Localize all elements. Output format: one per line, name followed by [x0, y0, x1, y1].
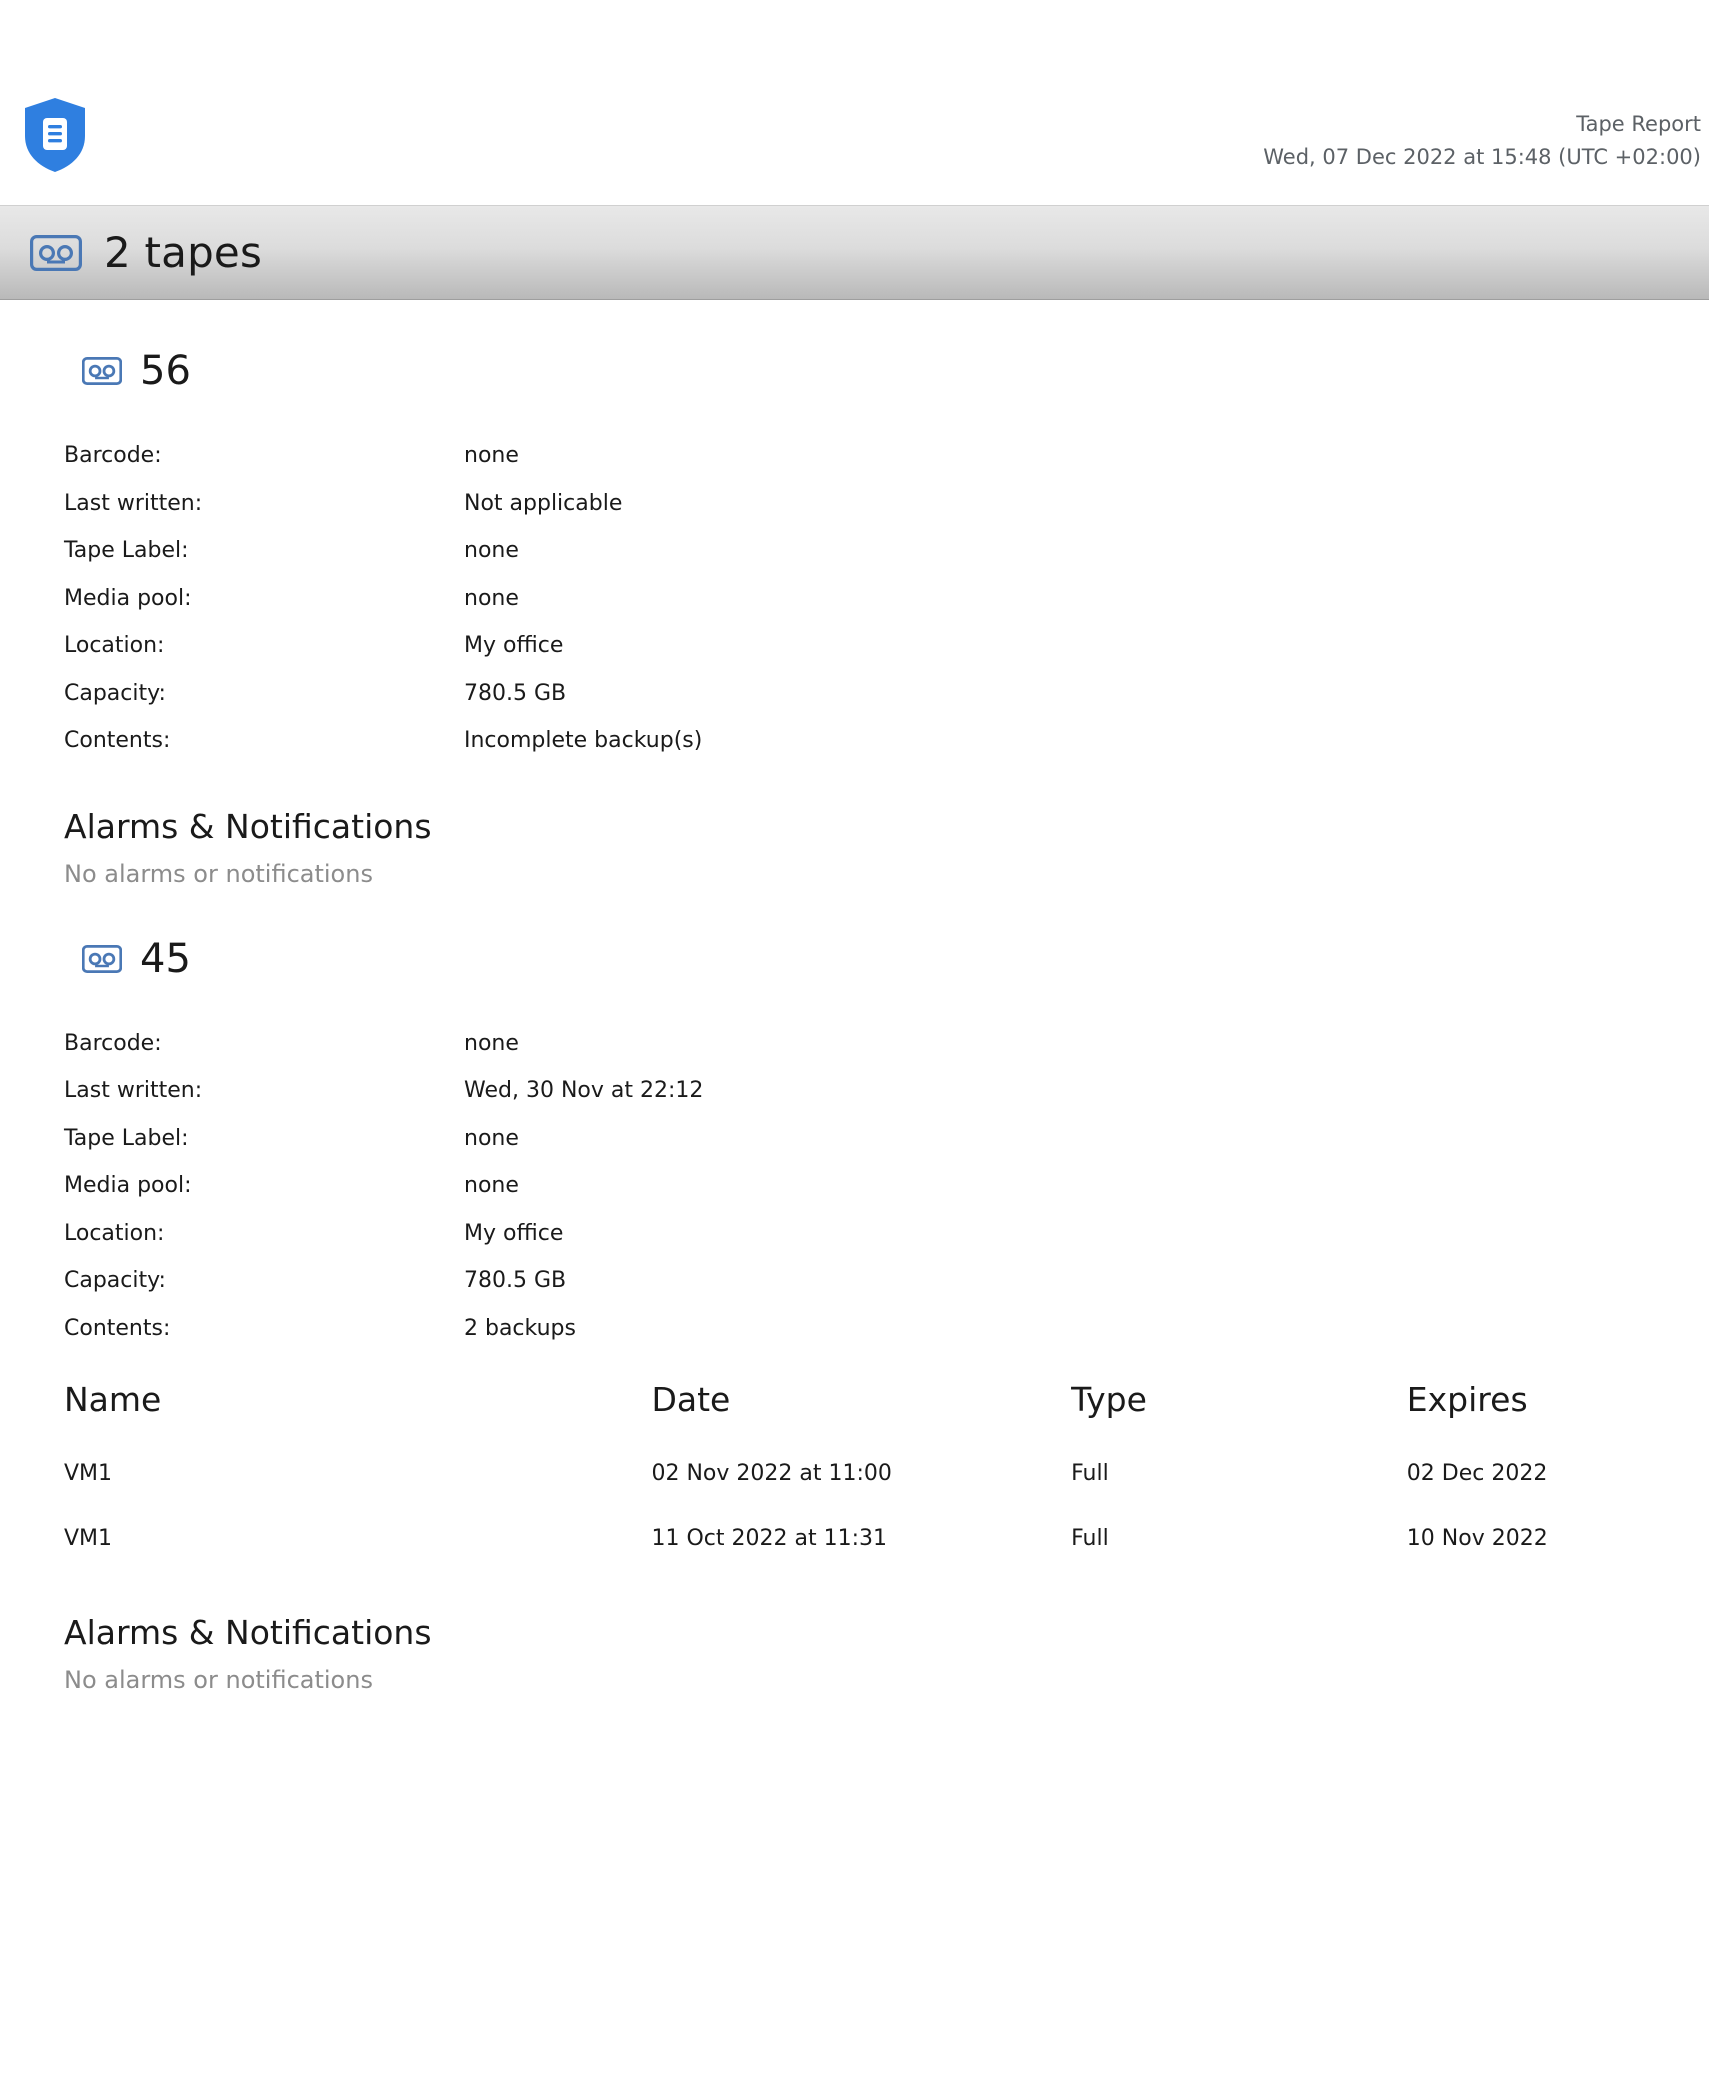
backup-type: Full	[1071, 1526, 1109, 1551]
property-label: Media pool:	[64, 1173, 192, 1198]
alarms-empty-text: No alarms or notifications	[64, 1666, 373, 1694]
backup-date: 11 Oct 2022 at 11:31	[651, 1526, 887, 1551]
property-label: Barcode:	[64, 443, 162, 468]
tape-icon	[30, 235, 82, 271]
property-label: Tape Label:	[64, 1125, 189, 1151]
alarms-empty-text: No alarms or notifications	[64, 859, 373, 888]
property-value-capacity: 780.5 GB	[464, 680, 567, 706]
property-value-location: My office	[464, 1220, 564, 1246]
tape-icon	[82, 945, 122, 973]
table-row	[64, 1067, 703, 1115]
tape-heading	[60, 936, 1649, 982]
property-label: Location:	[64, 633, 165, 658]
property-label: Last written:	[64, 490, 203, 516]
table-row	[64, 717, 702, 765]
tape-properties-table	[64, 1020, 703, 1353]
column-header-type: Type	[1071, 1380, 1147, 1419]
table-row	[64, 1305, 703, 1353]
table-row	[64, 527, 702, 575]
property-label: Contents:	[64, 1315, 171, 1341]
report-timestamp: Wed, 07 Dec 2022 at 15:48 (UTC +02:00)	[1263, 144, 1701, 169]
backups-table	[64, 1374, 1653, 1571]
property-value-location: My office	[464, 633, 564, 658]
tape-name: 56	[140, 348, 191, 394]
column-header-name: Name	[64, 1380, 162, 1419]
property-value-contents: 2 backups	[464, 1315, 576, 1341]
shield-document-icon	[22, 96, 88, 174]
table-row	[64, 1257, 703, 1305]
backup-expires: 10 Nov 2022	[1406, 1526, 1548, 1551]
property-value-tape-label: none	[464, 1125, 519, 1151]
table-row	[64, 432, 702, 480]
header-meta	[1263, 108, 1701, 173]
property-label: Media pool:	[64, 585, 192, 611]
table-row	[64, 622, 702, 670]
backup-name: VM1	[64, 1526, 113, 1551]
tape-block	[60, 300, 1649, 888]
report-title: Tape Report	[1576, 112, 1701, 136]
table-row	[64, 575, 702, 623]
property-label: Contents:	[64, 728, 171, 753]
table-row	[64, 670, 702, 718]
table-row	[64, 1506, 1653, 1571]
property-value-barcode: none	[464, 1030, 519, 1056]
tape-block	[60, 888, 1649, 1695]
property-label: Tape Label:	[64, 538, 189, 563]
table-row	[64, 480, 702, 528]
property-label: Barcode:	[64, 1030, 162, 1056]
tape-icon	[82, 357, 122, 385]
property-label: Capacity:	[64, 1268, 166, 1293]
tape-heading	[60, 348, 1649, 394]
backup-expires: 02 Dec 2022	[1406, 1461, 1548, 1486]
column-header-date: Date	[651, 1380, 731, 1419]
table-row	[64, 1020, 703, 1068]
property-value-media-pool: none	[464, 1173, 519, 1198]
alarms-heading: Alarms & Notifications	[64, 806, 432, 846]
backup-name: VM1	[64, 1461, 113, 1486]
property-value-last-written: Not applicable	[464, 490, 623, 516]
property-value-tape-label: none	[464, 538, 519, 563]
property-label: Last written:	[64, 1078, 203, 1103]
report-header	[0, 0, 1709, 205]
table-header-row	[64, 1374, 1653, 1441]
alarms-heading: Alarms & Notifications	[64, 1613, 432, 1652]
tapes-section-bar	[0, 205, 1709, 300]
backup-date: 02 Nov 2022 at 11:00	[651, 1461, 892, 1486]
property-value-last-written: Wed, 30 Nov at 22:12	[464, 1078, 704, 1103]
property-value-media-pool: none	[464, 585, 519, 611]
property-value-barcode: none	[464, 443, 519, 468]
table-row	[64, 1210, 703, 1258]
section-title: 2 tapes	[104, 228, 263, 277]
property-label: Location:	[64, 1220, 165, 1246]
table-row	[64, 1441, 1653, 1506]
table-row	[64, 1162, 703, 1210]
backup-type: Full	[1071, 1461, 1109, 1486]
property-value-contents: Incomplete backup(s)	[464, 728, 703, 753]
report-content	[0, 300, 1709, 1734]
tape-name: 45	[140, 935, 191, 982]
property-label: Capacity:	[64, 680, 166, 706]
column-header-expires: Expires	[1406, 1380, 1528, 1419]
table-row	[64, 1115, 703, 1163]
tape-properties-table	[64, 432, 702, 765]
property-value-capacity: 780.5 GB	[464, 1268, 567, 1293]
